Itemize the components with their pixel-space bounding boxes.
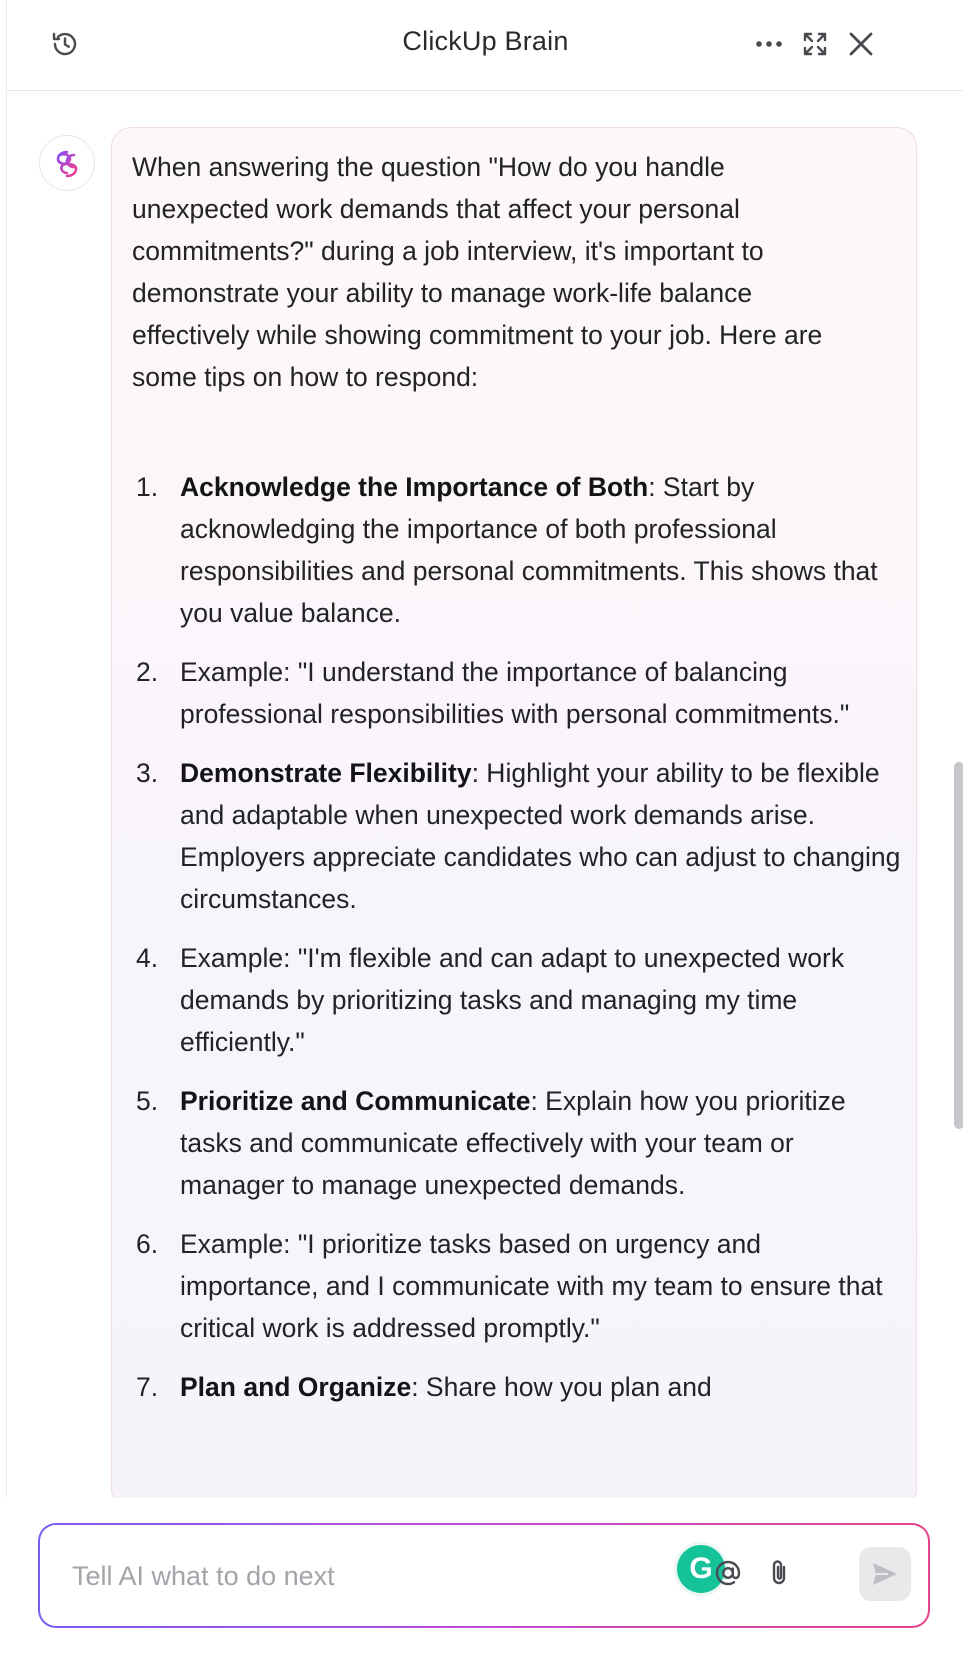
panel-header bbox=[7, 0, 963, 91]
message-intro: When answering the question "How do you handle unexpected work demands that affect your personal commitments?" during a job interview, it's important to demonstrate your ability to manage work-life balance effectively while showing commitment to your job. Here are some tips on how to respond: bbox=[132, 152, 823, 392]
list-number: 1. bbox=[136, 472, 159, 502]
panel-title: ClickUp Brain bbox=[402, 26, 569, 56]
clickup-brain-avatar bbox=[39, 135, 95, 191]
expand-icon[interactable] bbox=[795, 24, 835, 64]
list-item bbox=[132, 752, 902, 920]
brain-logo-icon bbox=[51, 147, 83, 179]
scrollbar-thumb[interactable] bbox=[954, 762, 963, 1129]
more-icon[interactable] bbox=[749, 24, 789, 64]
list-item bbox=[132, 937, 902, 1063]
ai-message-bubble bbox=[111, 127, 917, 1509]
list-item bbox=[132, 1366, 902, 1408]
list-item-heading: Acknowledge the Importance of Both bbox=[180, 472, 649, 502]
composer bbox=[40, 1525, 928, 1626]
list-item-text: : Explain how you prioritize tasks and communicate effectively with your team or manager to manage unexpected demands. bbox=[180, 1086, 846, 1200]
composer-border bbox=[38, 1523, 930, 1628]
list-item-heading: Demonstrate Flexibility bbox=[180, 758, 472, 788]
list-item-text: : Start by acknowledging the importance of both professional responsibilities and personal commitments. This shows that you value balance. bbox=[180, 472, 878, 628]
list-number: 7. bbox=[136, 1372, 159, 1402]
list-item-text: Example: "I prioritize tasks based on urgency and importance, and I communicate with my team to ensure that critical work is addressed promptly." bbox=[180, 1229, 883, 1343]
list-item-text: Example: "I understand the importance of balancing professional responsibilities with personal commitments." bbox=[180, 657, 850, 729]
tips-list bbox=[132, 466, 902, 1425]
mention-icon[interactable] bbox=[710, 1555, 746, 1591]
list-number: 6. bbox=[136, 1229, 159, 1259]
list-number: 4. bbox=[136, 943, 159, 973]
list-number: 5. bbox=[136, 1086, 159, 1116]
prompt-input[interactable] bbox=[70, 1547, 634, 1605]
list-item bbox=[132, 651, 902, 735]
list-item-heading: Prioritize and Communicate bbox=[180, 1086, 531, 1116]
list-number: 2. bbox=[136, 657, 159, 687]
clickup-brain-panel bbox=[6, 0, 963, 1660]
list-item-heading: Plan and Organize bbox=[180, 1372, 412, 1402]
send-icon bbox=[871, 1561, 899, 1587]
grammarly-letter: G bbox=[689, 1552, 713, 1585]
list-item-text: Example: "I'm flexible and can adapt to unexpected work demands by prioritizing tasks and managing my time efficiently." bbox=[180, 943, 845, 1057]
list-item-text: : Highlight your ability to be flexible and adaptable when unexpected work demands arise. Employers appreciate candidates who can adjust to changing circumstances. bbox=[180, 758, 901, 914]
list-number: 3. bbox=[136, 758, 159, 788]
send-button[interactable] bbox=[859, 1547, 911, 1601]
close-icon[interactable] bbox=[841, 24, 881, 64]
list-item-text: : Share how you plan and bbox=[411, 1372, 712, 1402]
composer-area bbox=[0, 1498, 963, 1660]
list-item bbox=[132, 1223, 902, 1349]
attach-icon[interactable] bbox=[762, 1555, 798, 1591]
list-item bbox=[132, 466, 902, 634]
list-item bbox=[132, 1080, 902, 1206]
